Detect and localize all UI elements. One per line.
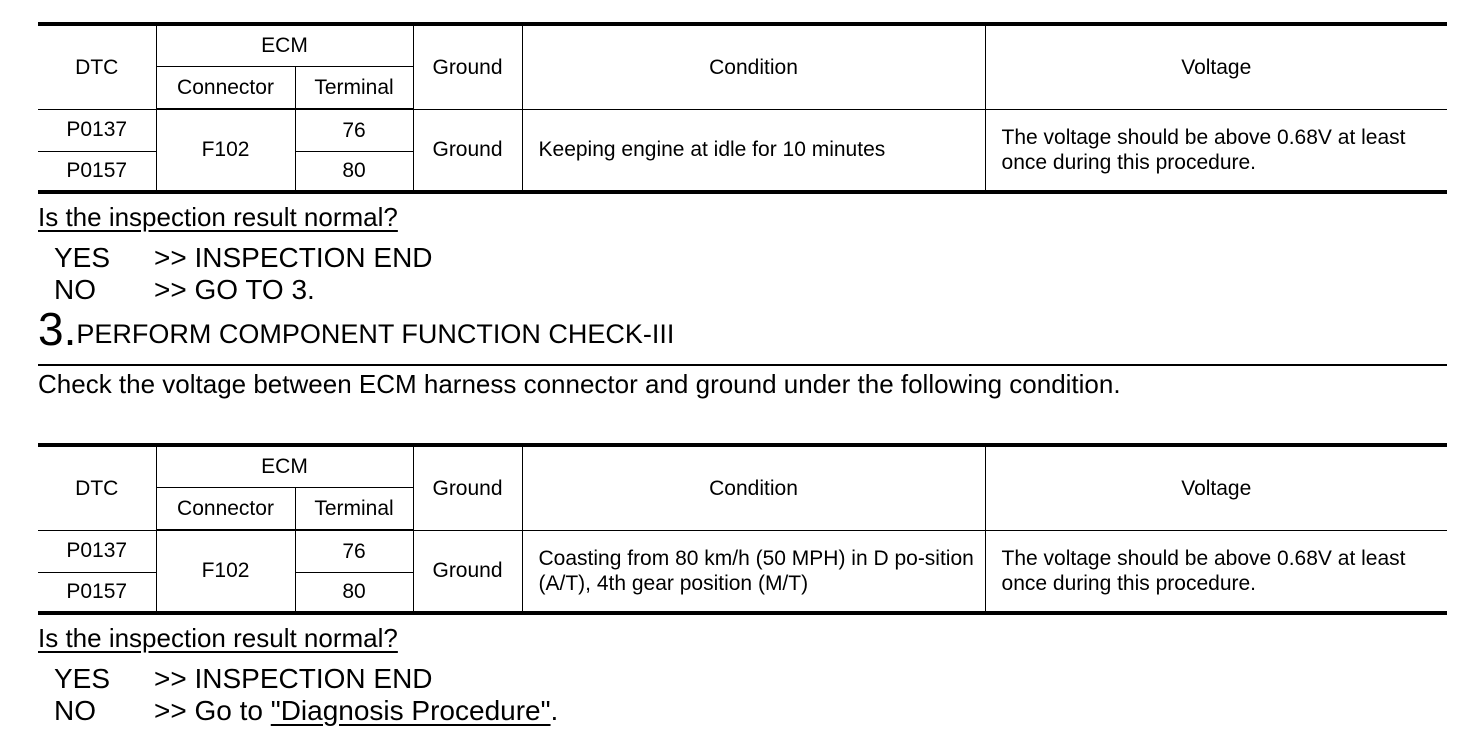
header-condition: Condition <box>522 24 985 109</box>
header-condition: Condition <box>522 445 985 530</box>
answer-text: >> INSPECTION END <box>154 663 433 694</box>
step-divider <box>38 364 1447 366</box>
condition-cell: Coasting from 80 km/h (50 MPH) in D po-sition (A/T), 4th gear position (M/T) <box>522 530 985 613</box>
terminal-cell: 76 <box>295 530 413 572</box>
answer-no <box>54 276 315 304</box>
answer-key: YES <box>54 663 111 694</box>
inspection-question: Is the inspection result normal? <box>38 623 398 653</box>
header-voltage: Voltage <box>985 24 1447 109</box>
header-connector: Connector <box>156 66 295 109</box>
voltage-cell: The voltage should be above 0.68V at least once during this procedure. <box>985 530 1447 613</box>
terminal-cell: 76 <box>295 109 413 151</box>
inspection-table-2 <box>38 443 1447 615</box>
header-terminal: Terminal <box>295 66 413 109</box>
connector-cell: F102 <box>156 530 295 613</box>
answer-text: >> INSPECTION END <box>154 242 433 273</box>
inspection-question: Is the inspection result normal? <box>38 202 398 232</box>
ground-cell: Ground <box>413 109 522 192</box>
answer-key: NO <box>54 274 96 305</box>
answer-key: YES <box>54 242 111 273</box>
dtc-cell: P0157 <box>38 572 156 613</box>
terminal-cell: 80 <box>295 151 413 192</box>
step-instruction: Check the voltage between ECM harness connector and ground under the following condition. <box>38 369 1121 399</box>
condition-cell: Keeping engine at idle for 10 minutes <box>522 109 985 192</box>
ground-cell: Ground <box>413 530 522 613</box>
answer-text-suffix: . <box>550 695 559 726</box>
dtc-cell: P0137 <box>38 109 156 151</box>
answer-key: NO <box>54 695 96 726</box>
header-ground: Ground <box>413 445 522 530</box>
header-terminal: Terminal <box>295 487 413 530</box>
answer-text: >> GO TO 3. <box>154 274 315 305</box>
header-connector: Connector <box>156 487 295 530</box>
voltage-cell: The voltage should be above 0.68V at least once during this procedure. <box>985 109 1447 192</box>
dtc-cell: P0137 <box>38 530 156 572</box>
answer-text-prefix: >> Go to <box>154 695 271 726</box>
answer-no <box>54 697 558 725</box>
header-voltage: Voltage <box>985 445 1447 530</box>
header-ecm: ECM <box>156 445 413 487</box>
header-dtc: DTC <box>38 445 156 530</box>
header-ecm: ECM <box>156 24 413 66</box>
dtc-cell: P0157 <box>38 151 156 192</box>
inspection-table-1 <box>38 22 1447 194</box>
header-dtc: DTC <box>38 24 156 109</box>
diagnosis-procedure-link[interactable]: "Diagnosis Procedure" <box>270 695 551 726</box>
step-heading <box>38 303 675 355</box>
table-row <box>38 109 1447 151</box>
table-row <box>38 530 1447 572</box>
connector-cell: F102 <box>156 109 295 192</box>
step-title: PERFORM COMPONENT FUNCTION CHECK-III <box>76 319 675 349</box>
answer-yes <box>54 665 433 693</box>
terminal-cell: 80 <box>295 572 413 613</box>
header-ground: Ground <box>413 24 522 109</box>
answer-yes <box>54 244 433 272</box>
step-number: 3. <box>38 303 77 355</box>
